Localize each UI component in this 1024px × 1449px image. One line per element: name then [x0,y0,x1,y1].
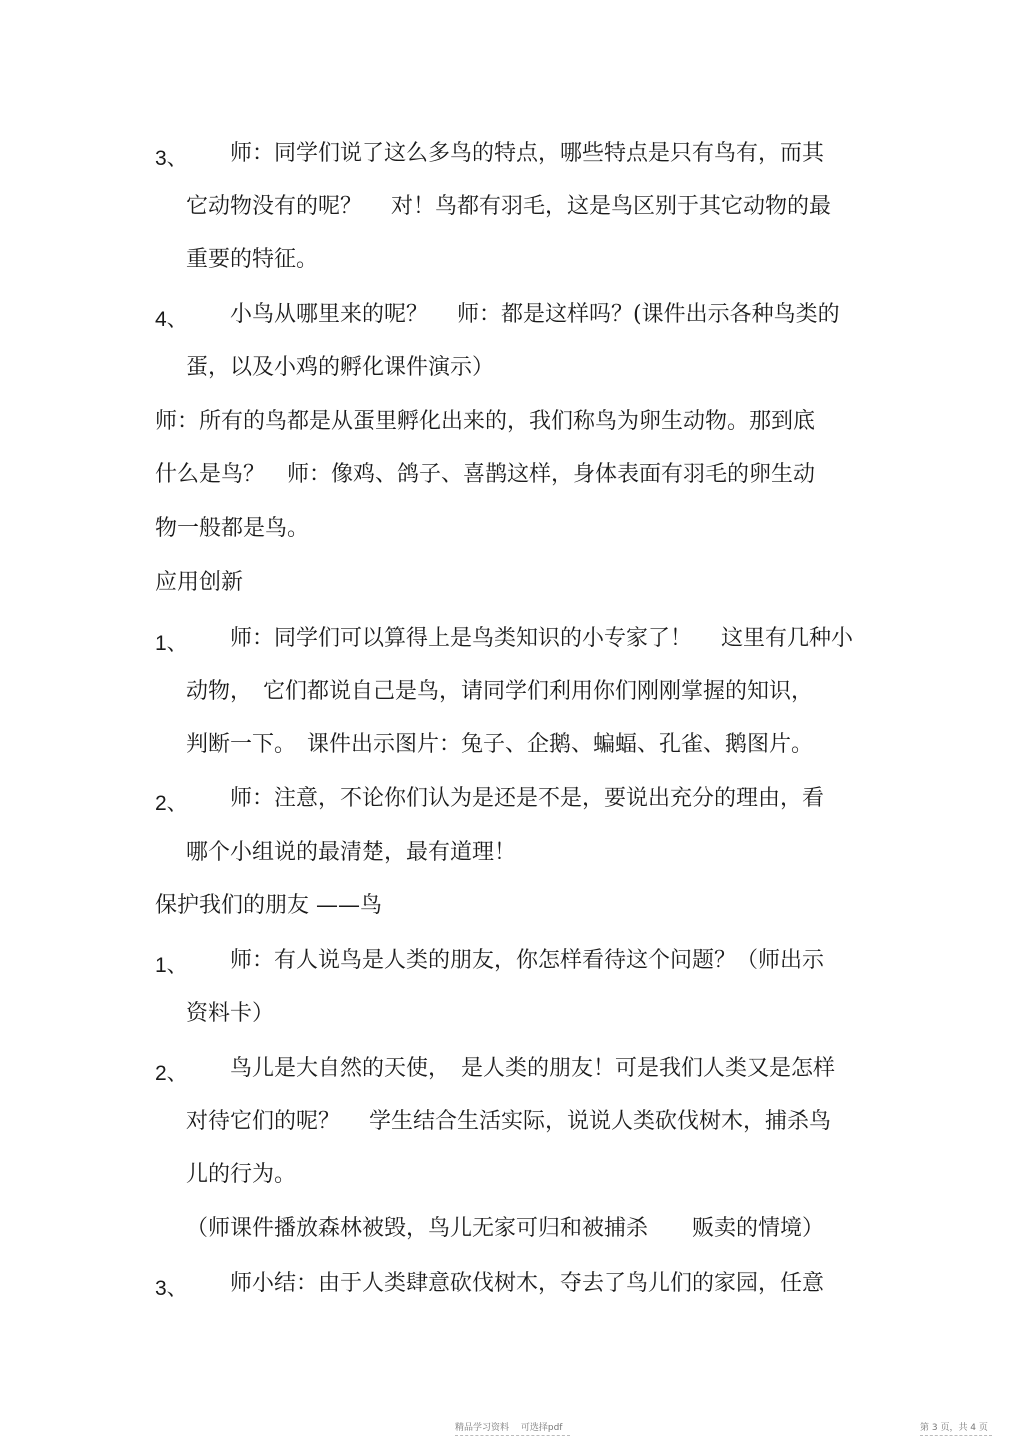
text-line: 师：同学们可以算得上是鸟类知识的小专家了！ 这里有几种小 [230,626,853,651]
page-number: 第 3 页，共 4 页 [920,1423,988,1433]
text-line: 儿的行为。 [186,1162,297,1187]
footer-divider [455,1435,570,1436]
text-line: 小鸟从哪里来的呢？ 师：都是这样吗？(课件出示各种鸟类的 [230,302,840,327]
list-number: 1、 [155,954,188,977]
text-line: 师：同学们说了这么多鸟的特点，哪些特点是只有鸟有，而其 [230,141,825,166]
list-number: 3、 [155,1277,188,1300]
list-number: 4、 [155,308,188,331]
paragraph-line: 什么是鸟？ 师：像鸡、鸽子、喜鹊这样，身体表面有羽毛的卵生动 [155,462,816,487]
section-heading: 保护我们的朋友 ——鸟 [155,893,382,918]
text-line: 判断一下。 课件出示图片：兔子、企鹅、蝙蝠、孔雀、鹅图片。 [186,732,814,757]
text-line: 它动物没有的呢？ 对！鸟都有羽毛，这是鸟区别于其它动物的最 [186,194,831,219]
text-line: 动物， 它们都说自己是鸟，请同学们利用你们刚刚掌握的知识， [186,679,814,704]
text-line: 对待它们的呢？ 学生结合生活实际，说说人类砍伐树木，捕杀鸟 [186,1109,831,1134]
list-number: 1、 [155,632,188,655]
footer-divider [920,1435,992,1436]
text-line: 重要的特征。 [186,247,319,272]
paragraph-line: 师：所有的鸟都是从蛋里孵化出来的，我们称鸟为卵生动物。那到底 [155,409,816,434]
section-heading: 应用创新 [155,570,244,595]
text-line: 师小结：由于人类肆意砍伐树木，夺去了鸟儿们的家园，任意 [230,1271,825,1296]
text-line: 师：注意，不论你们认为是还是不是，要说出充分的理由，看 [230,786,825,811]
text-line: 哪个小组说的最清楚，最有道理！ [186,840,517,865]
list-number: 2、 [155,792,188,815]
text-line: 蛋，以及小鸡的孵化课件演示） [186,355,495,380]
paragraph-line: 物一般都是鸟。 [155,516,310,541]
list-number: 2、 [155,1062,188,1085]
footer-watermark: 精品学习资料 可选择pdf [455,1423,563,1433]
paragraph-line: （师课件播放森林被毁，鸟儿无家可归和被捕杀 贩卖的情境） [186,1216,825,1241]
text-line: 鸟儿是大自然的天使， 是人类的朋友！可是我们人类又是怎样 [230,1056,836,1081]
list-number: 3、 [155,147,188,170]
text-line: 资料卡） [186,1001,275,1026]
text-line: 师：有人说鸟是人类的朋友，你怎样看待这个问题？（师出示 [230,948,825,973]
